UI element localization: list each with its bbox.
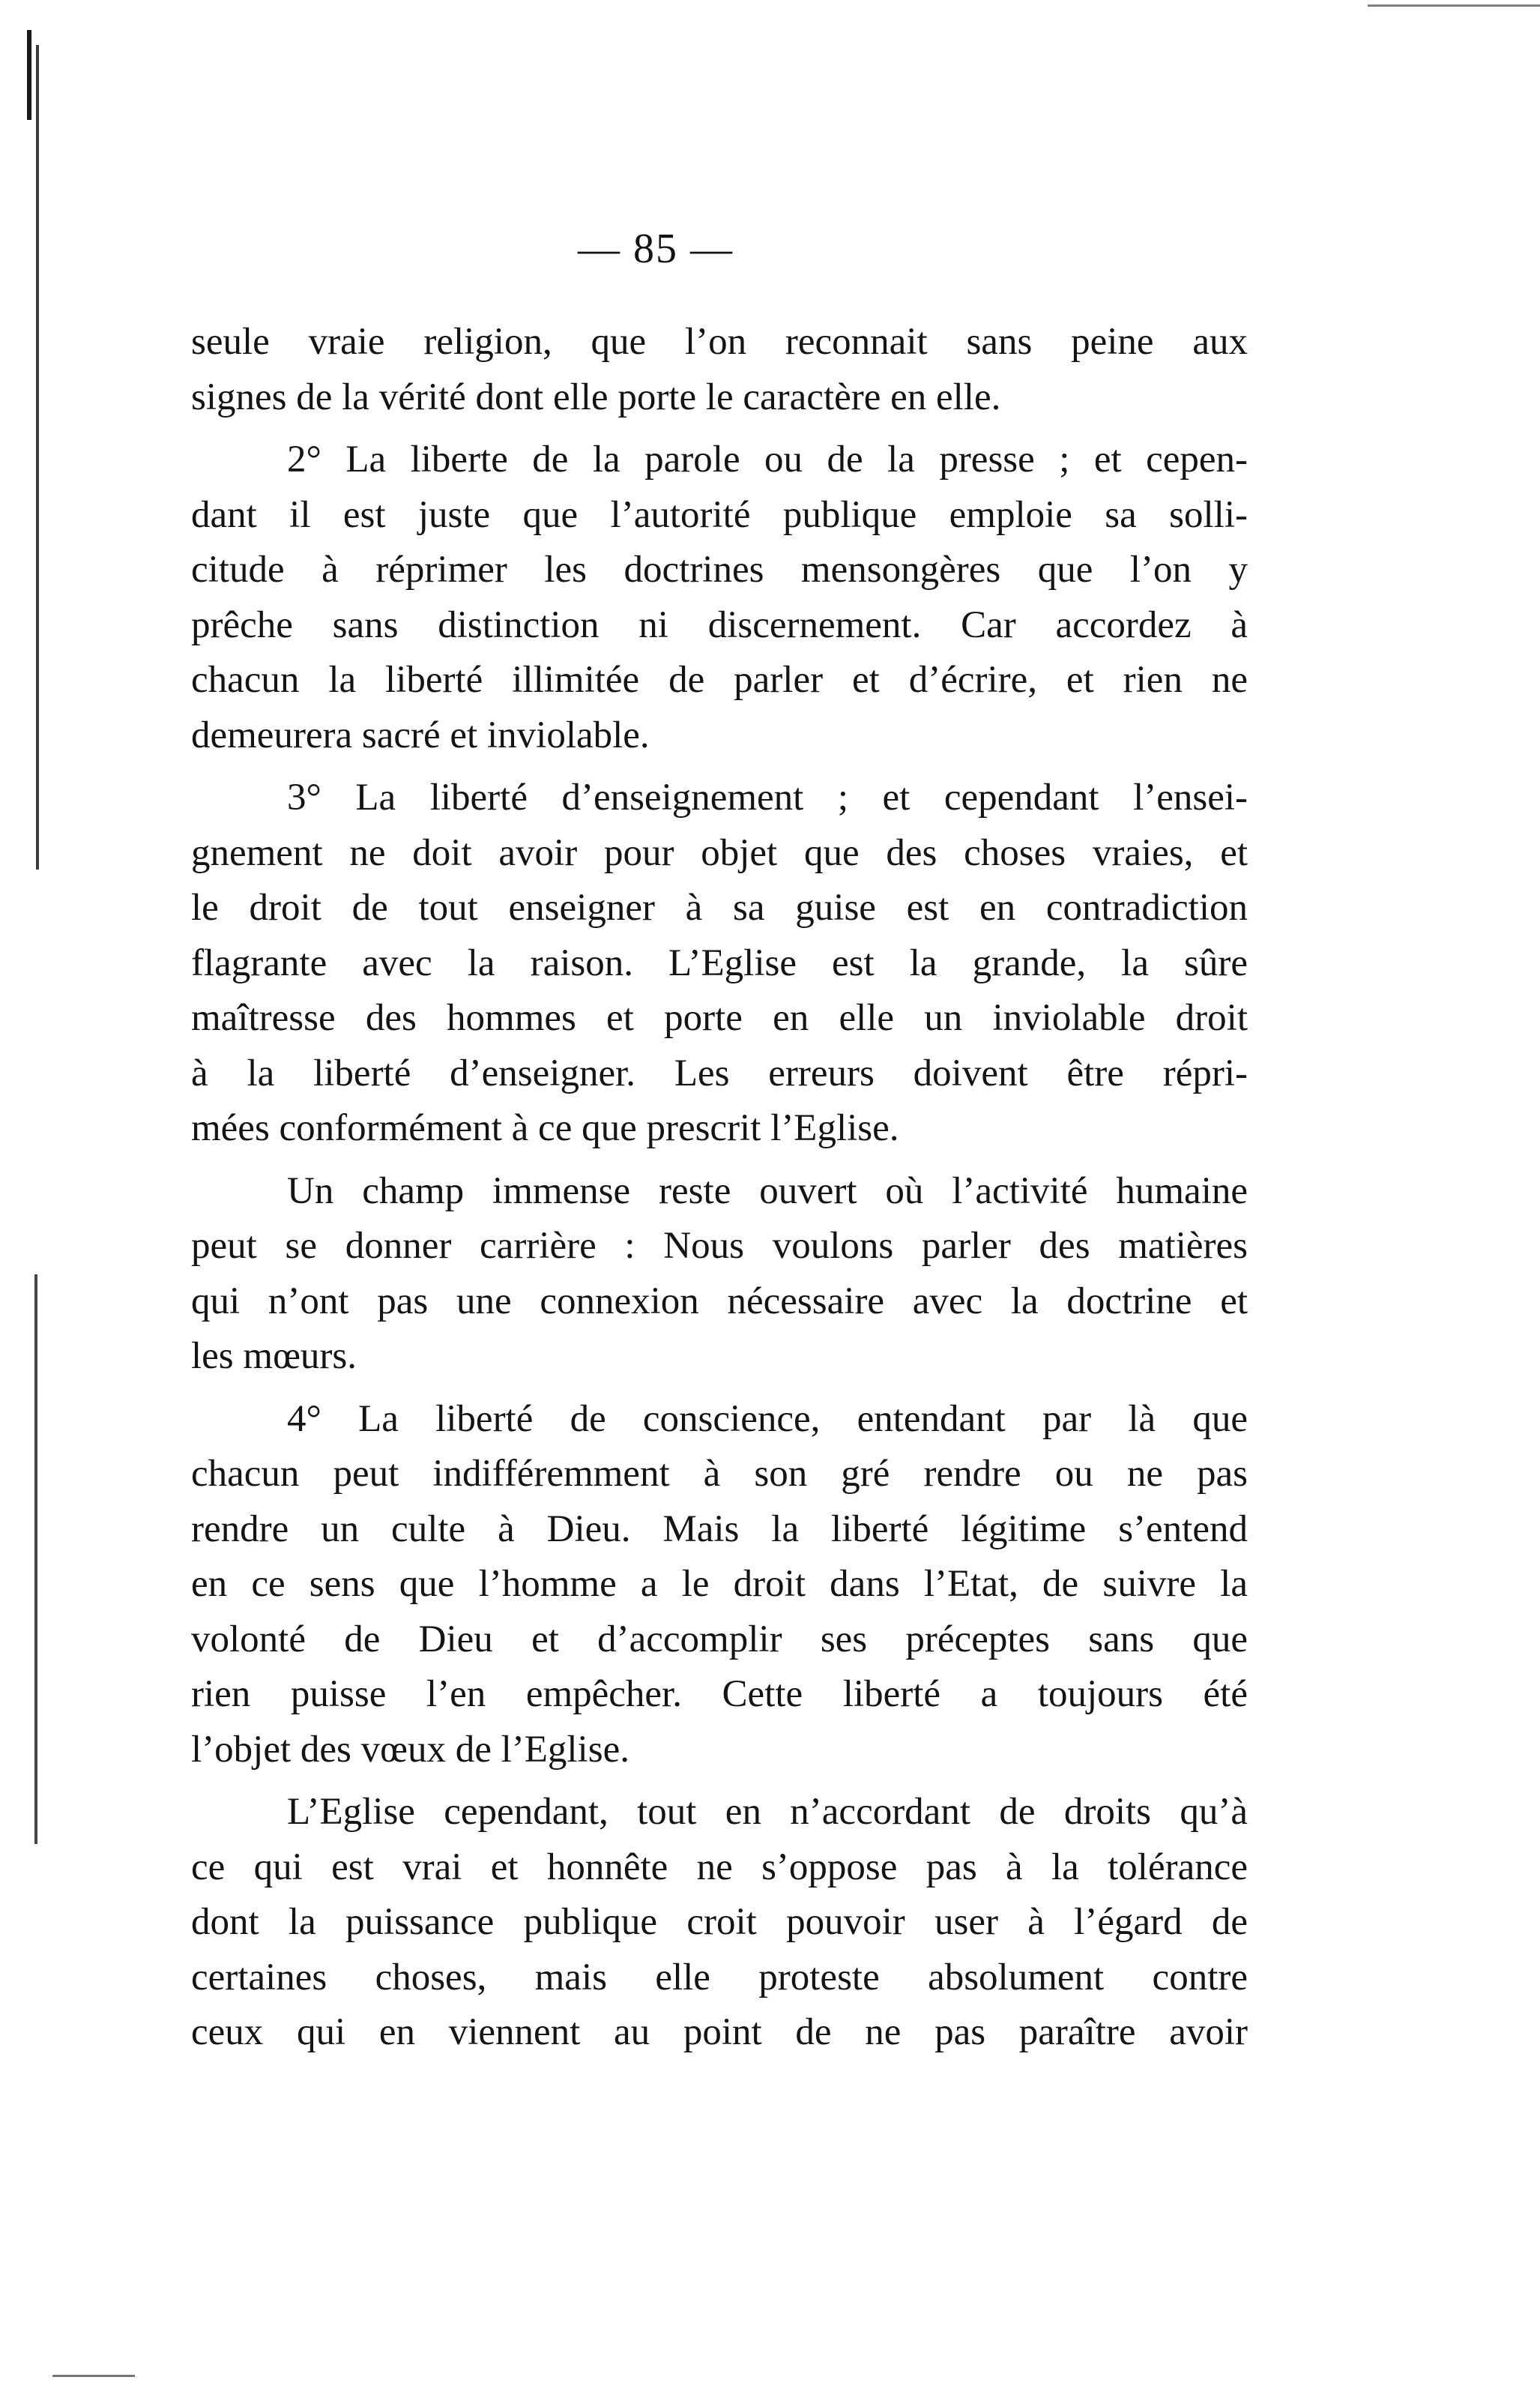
text-line: les mœurs.: [191, 1335, 357, 1377]
text-line: volonté de Dieu et d’accomplir ses préceptes sans que: [191, 1618, 1248, 1660]
text-line: citude à réprimer les doctrines mensongères que l’on y: [191, 549, 1248, 591]
binding-edge-mark: [36, 45, 39, 870]
paragraph: [191, 1785, 1248, 2061]
text-line: dant il est juste que l’autorité publique emploie sa solli-: [191, 493, 1248, 536]
page-number: — 85 —: [578, 226, 734, 272]
text-line: ce qui est vrai et honnête ne s’oppose pas à la tolérance: [191, 1846, 1248, 1888]
text-line: mées conformément à ce que prescrit l’Eglise.: [191, 1107, 899, 1149]
scan-artifact-dash: [52, 2375, 135, 2377]
text-line: dont la puissance publique croit pouvoir user à l’égard de: [191, 1901, 1248, 1943]
text-line: chacun la liberté illimitée de parler et d’écrire, et rien ne: [191, 659, 1248, 701]
text-line: 4° La liberté de conscience, entendant par là que: [287, 1397, 1248, 1440]
text-line: chacun peut indifféremment à son gré rendre ou ne pas: [191, 1453, 1248, 1495]
binding-edge-mark: [27, 30, 31, 120]
paragraph: [191, 1164, 1248, 1385]
text-line: l’objet des vœux de l’Eglise.: [191, 1728, 629, 1771]
paragraph: [191, 1392, 1248, 1778]
paragraph: [191, 771, 1248, 1157]
text-line: le droit de tout enseigner à sa guise est en contradiction: [191, 887, 1248, 929]
text-line: rendre un culte à Dieu. Mais la liberté légitime s’entend: [191, 1507, 1248, 1550]
text-line: à la liberté d’enseigner. Les erreurs doivent être répri-: [191, 1052, 1248, 1094]
scan-artifact-rule: [1368, 4, 1540, 7]
body-text: [191, 315, 1248, 2061]
text-line: L’Eglise cependant, tout en n’accordant de droits qu’à: [287, 1791, 1248, 1833]
text-line: en ce sens que l’homme a le droit dans l’Etat, de suivre la: [191, 1563, 1248, 1605]
text-line: qui n’ont pas une connexion nécessaire avec la doctrine et: [191, 1280, 1248, 1322]
binding-edge-mark: [34, 1274, 37, 1844]
text-line: demeurera sacré et inviolable.: [191, 714, 650, 756]
text-line: prêche sans distinction ni discernement. Car accordez à: [191, 603, 1248, 646]
paragraph: [191, 315, 1248, 425]
text-line: Un champ immense reste ouvert où l’activité humaine: [287, 1169, 1248, 1212]
text-line: peut se donner carrière : Nous voulons parler des matières: [191, 1225, 1248, 1267]
text-line: flagrante avec la raison. L’Eglise est la grande, la sûre: [191, 942, 1248, 984]
text-line: 3° La liberté d’enseignement ; et cependant l’ensei-: [287, 777, 1248, 819]
paragraph: [191, 433, 1248, 763]
text-line: maîtresse des hommes et porte en elle un inviolable droit: [191, 997, 1248, 1039]
text-line: gnement ne doit avoir pour objet que des choses vraies, et: [191, 831, 1248, 874]
text-line: rien puisse l’en empêcher. Cette liberté a toujours été: [191, 1673, 1248, 1715]
text-line: signes de la vérité dont elle porte le caractère en elle.: [191, 376, 1001, 418]
text-line: 2° La liberte de la parole ou de la presse ; et cepen-: [287, 439, 1248, 480]
text-line: ceux qui en viennent au point de ne pas paraître avoir: [191, 2011, 1248, 2053]
text-line: certaines choses, mais elle proteste absolument contre: [191, 1956, 1248, 1998]
text-line: seule vraie religion, que l’on reconnait sans peine aux: [191, 321, 1248, 363]
